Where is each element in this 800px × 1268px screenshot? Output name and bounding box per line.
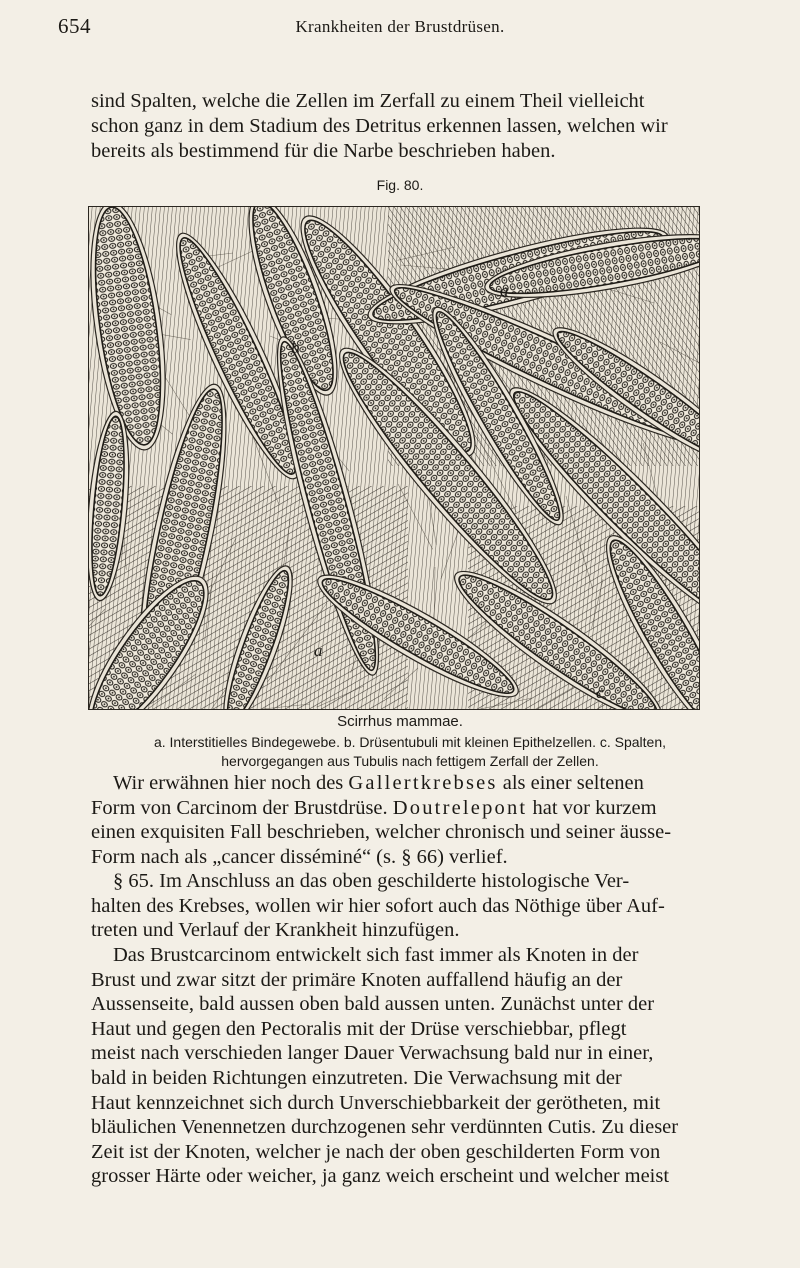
text-line: Haut kennzeichnet sich durch Unverschiebbarkeit der gerötheten, mit bbox=[91, 1091, 661, 1114]
text-line: bläulichen Venennetzen durchzogenen sehr verdünnten Cutis. Zu dieser bbox=[91, 1116, 679, 1139]
text-line bbox=[91, 796, 745, 821]
text-line: Haut und gegen den Pectoralis mit der Drüse verschiebbar, pflegt bbox=[91, 1017, 627, 1040]
text-line: Brust und zwar sitzt der primäre Knoten auffallend häufig an der bbox=[91, 968, 623, 991]
paragraph-gallertkrebs bbox=[91, 771, 745, 869]
page-header bbox=[0, 14, 800, 40]
figure-letter-c: c bbox=[596, 683, 604, 702]
paragraph-section-65 bbox=[91, 869, 745, 943]
text-segment: als einer seltenen bbox=[497, 772, 644, 794]
spaced-author: Doutrelepont bbox=[392, 796, 528, 819]
text-line: Zeit ist der Knoten, welcher je nach der oben geschilderten Form von bbox=[91, 1140, 661, 1163]
text-line: einen exquisiten Fall beschrieben, welcher chronisch und seiner äusse- bbox=[91, 821, 672, 844]
text-line bbox=[91, 771, 745, 796]
figure-letter-a-top: a bbox=[500, 281, 509, 300]
figure-label: Fig. 80. bbox=[376, 177, 424, 193]
text-line: schon ganz in dem Stadium des Detritus erkennen lassen, welchen wir bbox=[91, 115, 668, 137]
text-segment: hat vor kurzem bbox=[527, 796, 657, 819]
paragraph-brustcarcinom bbox=[91, 943, 745, 1189]
figure-illustration bbox=[88, 206, 700, 710]
figure-caption bbox=[60, 733, 760, 771]
caption-line: hervorgegangen aus Tubulis nach fettigem Zerfall der Zellen. bbox=[221, 753, 599, 769]
text-line: Form nach als „cancer disséminé“ (s. § 66) verlief. bbox=[91, 845, 508, 868]
text-segment: Wir erwähnen hier noch des bbox=[113, 772, 349, 794]
text-line: meist nach verschieden langer Dauer Verwachsung bald nur in einer, bbox=[91, 1042, 654, 1065]
figure-letter-a-bottom: a bbox=[314, 641, 323, 660]
page-number: 654 bbox=[58, 14, 91, 38]
text-segment: Form von Carcinom der Brustdrüse. bbox=[91, 796, 393, 819]
histology-engraving bbox=[88, 206, 700, 710]
text-line: Das Brustcarcinom entwickelt sich fast immer als Knoten in der bbox=[113, 944, 639, 966]
text-line: sind Spalten, welche die Zellen im Zerfall zu einem Theil vielleicht bbox=[91, 90, 645, 112]
text-line: halten des Krebses, wollen wir hier sofort auch das Nöthige über Auf- bbox=[91, 894, 665, 917]
running-title: Krankheiten der Brustdrüsen. bbox=[295, 17, 505, 36]
paragraph-top bbox=[91, 89, 745, 164]
text-line: § 65. Im Anschluss an das oben geschilderte histologische Ver- bbox=[113, 870, 630, 892]
spaced-term: Gallertkrebses bbox=[348, 772, 498, 794]
figure-letter-b: b bbox=[291, 338, 300, 357]
caption-line: a. Interstitielles Bindegewebe. b. Drüsentubuli mit kleinen Epithelzellen. c. Spalten, bbox=[153, 734, 667, 750]
text-line: bald in beiden Richtungen einzutreten. Die Verwachsung mit der bbox=[91, 1066, 622, 1089]
text-line: bereits als bestimmend für die Narbe beschrieben haben. bbox=[91, 140, 556, 162]
text-line: Aussenseite, bald aussen oben bald aussen unten. Zunächst unter der bbox=[91, 993, 655, 1016]
figure-title: Scirrhus mammae. bbox=[337, 713, 463, 730]
text-line: grosser Härte oder weicher, ja ganz weich erscheint und welcher meist bbox=[91, 1165, 670, 1188]
text-line: treten und Verlauf der Krankheit hinzufügen. bbox=[91, 919, 460, 942]
